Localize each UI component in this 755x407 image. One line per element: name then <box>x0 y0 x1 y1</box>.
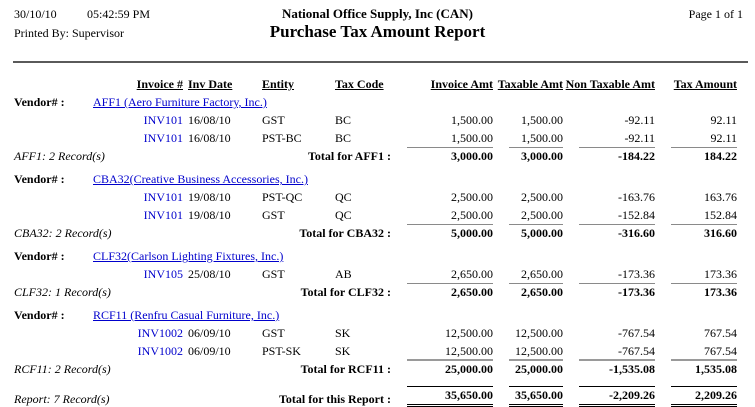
report-table <box>0 70 755 407</box>
invoice-amt-cell: 2,500.00 <box>451 190 493 204</box>
inv-date-cell: 25/08/10 <box>188 267 231 281</box>
tax-amount-cell: 92.11 <box>710 131 737 145</box>
non-taxable-amt-cell: -152.84 <box>618 208 655 222</box>
vendor-total-non-taxable-amt: -316.60 <box>579 224 655 241</box>
tax-code-cell: SK <box>335 326 351 340</box>
invoice-amt-cell: 2,650.00 <box>451 267 493 281</box>
vendor-label: Vendor# : <box>14 172 65 186</box>
invoice-link[interactable]: INV101 <box>143 113 183 127</box>
entity-cell: PST-BC <box>262 131 302 145</box>
tax-amount-cell: 173.36 <box>704 267 737 281</box>
record-count: RCF11: 2 Record(s) <box>14 362 111 376</box>
invoice-amt-cell: 2,500.00 <box>451 208 493 222</box>
vendor-name-link[interactable]: CLF32(Carlson Lighting Fixtures, Inc.) <box>93 249 284 263</box>
inv-date-cell: 06/09/10 <box>188 344 231 358</box>
taxable-amt-cell: 12,500.00 <box>515 344 563 358</box>
report-total-non-taxable-amt: -2,209.26 <box>579 386 655 407</box>
vendor-row <box>0 92 755 110</box>
invoice-link[interactable]: INV1002 <box>137 326 183 340</box>
table-row <box>0 341 755 359</box>
tax-code-cell: QC <box>335 208 352 222</box>
vendor-label: Vendor# : <box>14 308 65 322</box>
tax-code-cell: BC <box>335 113 352 127</box>
report-record-count: Report: 7 Record(s) <box>14 392 110 406</box>
vendor-label: Vendor# : <box>14 95 65 109</box>
invoice-link[interactable]: INV101 <box>143 208 183 222</box>
company-name: National Office Supply, Inc (CAN) <box>281 6 474 21</box>
invoice-link[interactable]: INV101 <box>143 131 183 145</box>
col-header-tax-amount: Tax Amount <box>673 77 737 91</box>
table-row <box>0 187 755 205</box>
vendor-total-row <box>0 223 755 241</box>
inv-date-cell: 16/08/10 <box>188 131 231 145</box>
report-total-taxable-amt: 35,650.00 <box>509 386 563 407</box>
vendor-total-tax-amount: 316.60 <box>671 224 737 241</box>
print-date: 30/10/10 <box>14 7 57 21</box>
print-time: 05:42:59 PM <box>87 7 151 21</box>
vendor-name-link[interactable]: RCF11 (Renfru Casual Furniture, Inc.) <box>93 308 280 322</box>
invoice-amt-cell: 1,500.00 <box>451 131 493 145</box>
entity-cell: GST <box>262 267 285 281</box>
vendor-total-non-taxable-amt: -1,535.08 <box>579 359 655 377</box>
tax-amount-cell: 92.11 <box>710 113 737 127</box>
invoice-amt-cell: 12,500.00 <box>445 344 493 358</box>
table-row <box>0 323 755 341</box>
non-taxable-amt-cell: -92.11 <box>624 113 655 127</box>
vendor-total-taxable-amt: 25,000.00 <box>509 359 563 377</box>
page-indicator: Page 1 of 1 <box>688 7 743 21</box>
report-total-row <box>0 386 755 407</box>
report-total-tax-amount: 2,209.26 <box>671 386 737 407</box>
tax-amount-cell: 767.54 <box>704 326 737 340</box>
vendor-name-link[interactable]: CBA32(Creative Business Accessories, Inc.) <box>93 172 308 186</box>
taxable-amt-cell: 12,500.00 <box>515 326 563 340</box>
vendor-total-invoice-amt: 5,000.00 <box>407 224 493 241</box>
entity-cell: PST-QC <box>262 190 303 204</box>
invoice-link[interactable]: INV105 <box>143 267 183 281</box>
tax-code-cell: SK <box>335 344 351 358</box>
col-header-inv-date: Inv Date <box>188 77 233 91</box>
tax-code-cell: QC <box>335 190 352 204</box>
col-header-non-taxable-amt: Non Taxable Amt <box>565 77 655 91</box>
vendor-row <box>0 169 755 187</box>
tax-amount-cell: 152.84 <box>704 208 737 222</box>
table-row <box>0 205 755 223</box>
record-count: AFF1: 2 Record(s) <box>14 149 105 163</box>
report-title: Purchase Tax Amount Report <box>269 22 486 41</box>
tax-amount-cell: 767.54 <box>704 344 737 358</box>
invoice-amt-cell: 1,500.00 <box>451 113 493 127</box>
inv-date-cell: 19/08/10 <box>188 190 231 204</box>
vendor-row <box>0 305 755 323</box>
vendor-total-row <box>0 282 755 300</box>
tax-amount-cell: 163.76 <box>704 190 737 204</box>
non-taxable-amt-cell: -92.11 <box>624 131 655 145</box>
col-header-taxable-amt: Taxable Amt <box>497 77 563 91</box>
vendor-total-invoice-amt: 3,000.00 <box>407 147 493 164</box>
vendor-total-label: Total for CLF32 : <box>300 285 391 299</box>
taxable-amt-cell: 2,650.00 <box>521 267 563 281</box>
vendor-total-invoice-amt: 25,000.00 <box>407 359 493 377</box>
non-taxable-amt-cell: -767.54 <box>618 344 655 358</box>
vendor-total-label: Total for AFF1 : <box>308 149 391 163</box>
col-header-invoice: Invoice # <box>136 77 183 91</box>
invoice-amt-cell: 12,500.00 <box>445 326 493 340</box>
tax-code-cell: AB <box>335 267 352 281</box>
table-row <box>0 264 755 282</box>
taxable-amt-cell: 1,500.00 <box>521 113 563 127</box>
entity-cell: GST <box>262 113 285 127</box>
vendor-row <box>0 246 755 264</box>
vendor-total-taxable-amt: 5,000.00 <box>509 224 563 241</box>
table-row <box>0 128 755 146</box>
taxable-amt-cell: 2,500.00 <box>521 190 563 204</box>
taxable-amt-cell: 2,500.00 <box>521 208 563 222</box>
entity-cell: GST <box>262 326 285 340</box>
report-total-invoice-amt: 35,650.00 <box>407 386 493 407</box>
inv-date-cell: 06/09/10 <box>188 326 231 340</box>
record-count: CBA32: 2 Record(s) <box>14 226 112 240</box>
inv-date-cell: 16/08/10 <box>188 113 231 127</box>
vendor-total-tax-amount: 1,535.08 <box>671 359 737 377</box>
non-taxable-amt-cell: -163.76 <box>618 190 655 204</box>
record-count: CLF32: 1 Record(s) <box>14 285 111 299</box>
col-header-invoice-amt: Invoice Amt <box>430 77 493 91</box>
vendor-total-non-taxable-amt: -184.22 <box>579 147 655 164</box>
vendor-total-label: Total for RCF11 : <box>300 362 391 376</box>
non-taxable-amt-cell: -767.54 <box>618 326 655 340</box>
entity-cell: GST <box>262 208 285 222</box>
printed-by: Printed By: Supervisor <box>14 26 124 40</box>
report-total-label: Total for this Report : <box>279 392 391 406</box>
vendor-total-label: Total for CBA32 : <box>299 226 391 240</box>
inv-date-cell: 19/08/10 <box>188 208 231 222</box>
table-row <box>0 110 755 128</box>
invoice-link[interactable]: INV101 <box>143 190 183 204</box>
vendor-total-tax-amount: 184.22 <box>671 147 737 164</box>
vendor-name-link[interactable]: AFF1 (Aero Furniture Factory, Inc.) <box>93 95 267 109</box>
vendor-label: Vendor# : <box>14 249 65 263</box>
vendor-total-invoice-amt: 2,650.00 <box>407 283 493 300</box>
column-header-row <box>0 70 755 92</box>
vendor-total-non-taxable-amt: -173.36 <box>579 283 655 300</box>
vendor-total-row <box>0 146 755 164</box>
vendor-total-taxable-amt: 3,000.00 <box>509 147 563 164</box>
tax-code-cell: BC <box>335 131 352 145</box>
entity-cell: PST-SK <box>262 344 301 358</box>
taxable-amt-cell: 1,500.00 <box>521 131 563 145</box>
vendor-total-row <box>0 359 755 377</box>
invoice-link[interactable]: INV1002 <box>137 344 183 358</box>
non-taxable-amt-cell: -173.36 <box>618 267 655 281</box>
header-divider <box>13 61 748 63</box>
vendor-total-tax-amount: 173.36 <box>671 283 737 300</box>
vendor-total-taxable-amt: 2,650.00 <box>509 283 563 300</box>
col-header-entity: Entity <box>262 77 295 91</box>
col-header-tax-code: Tax Code <box>335 77 384 91</box>
